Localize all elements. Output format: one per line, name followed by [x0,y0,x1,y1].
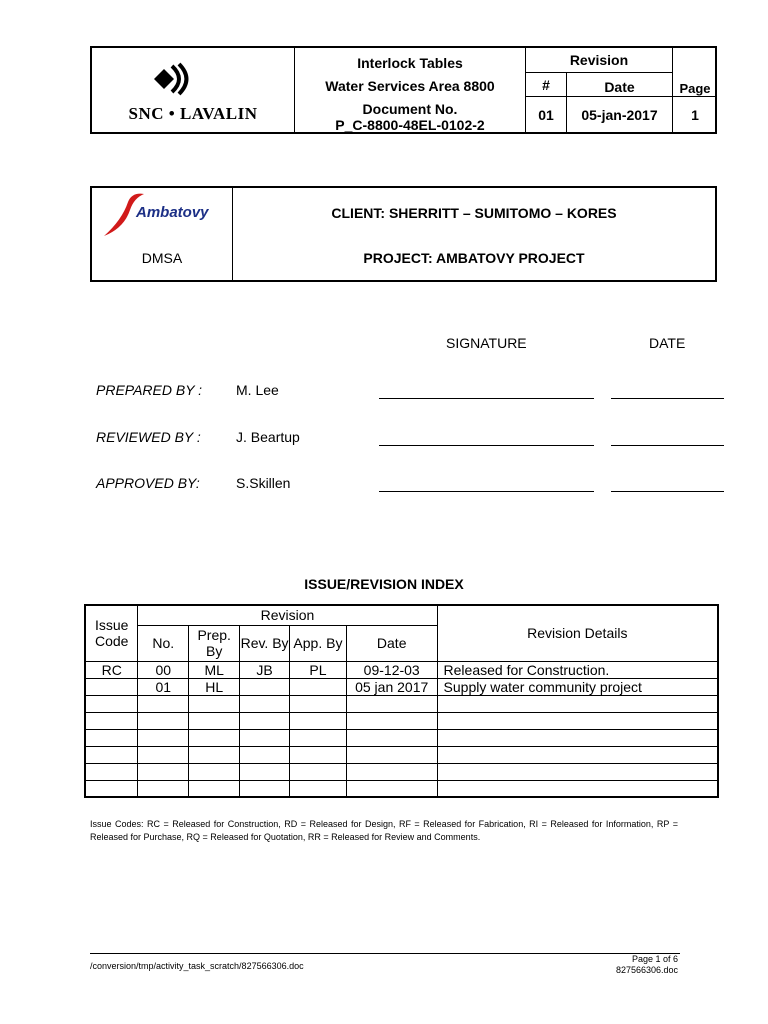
document-header [90,46,717,134]
app-by-cell [290,678,347,695]
rev-by-header: Rev. By [240,625,290,661]
issue-code-cell [85,729,138,746]
date-cell [346,763,437,780]
prepared-signature-line[interactable] [379,398,594,399]
date-cell: 09-12-03 [346,661,437,678]
rev-number-label: # [542,76,550,93]
page-number: 1 [691,106,699,123]
rev-date-label: Date [604,78,635,95]
prep-by-cell [189,695,240,712]
revision-details-cell [437,695,718,712]
rev-no-cell [138,729,189,746]
issue-code-cell [85,712,138,729]
rev-no-cell [138,695,189,712]
rev-by-cell [240,695,290,712]
revision-details-cell: Released for Construction. [437,661,718,678]
prep-by-cell [189,729,240,746]
revision-details-cell [437,729,718,746]
rev-by-cell: JB [240,661,290,678]
rev-no-cell [138,763,189,780]
issue-code-header: Issue Code [85,605,138,661]
rev-no-cell: 00 [138,661,189,678]
table-row [85,746,718,763]
revision-details-cell [437,780,718,797]
approved-signature-line[interactable] [379,491,594,492]
rev-no-header: No. [138,625,189,661]
rev-no-cell [138,712,189,729]
rev-no-cell: 01 [138,678,189,695]
dmsa-label: DMSA [141,250,183,266]
date-cell [346,746,437,763]
reviewed-date-line[interactable] [611,445,724,446]
revision-index-title: ISSUE/REVISION INDEX [304,576,464,592]
issue-code-cell [85,678,138,695]
app-by-cell: PL [290,661,347,678]
date-cell [346,780,437,797]
app-by-cell [290,746,347,763]
date-cell [346,695,437,712]
rev-no-cell [138,780,189,797]
footer-page-of: Page 1 of 6 [631,954,678,964]
approved-by-name: S.Skillen [236,475,291,491]
issue-code-cell [85,695,138,712]
rev-by-cell [240,763,290,780]
client-name: CLIENT: SHERRITT – SUMITOMO – KORES [331,205,617,221]
issue-code-cell: RC [85,661,138,678]
app-by-cell [290,780,347,797]
table-row [85,729,718,746]
footer-page-info [560,954,678,976]
date-cell [346,729,437,746]
prep-by-cell [189,712,240,729]
issue-codes-note: Issue Codes: RC = Released for Construction, RD = Released for Design, RF = Released for Fabrication, RI = Released for Information, RP = Released for Purchase, RQ = Released for Quotation, RR = Released for Review and Comments. [90,819,678,842]
revision-details-cell: Supply water community project [437,678,718,695]
prep-by-cell [189,746,240,763]
table-row [85,661,718,678]
ambatovy-logo-area [92,188,232,280]
rev-by-cell [240,780,290,797]
doc-title-line2: Water Services Area 8800 [325,78,495,94]
signature-column-header: SIGNATURE [446,335,527,351]
reviewed-by-label: REVIEWED BY : [96,429,201,445]
revision-rows [85,661,718,797]
approved-date-line[interactable] [611,491,724,492]
revision-details-cell [437,746,718,763]
prep-by-header: Prep. By [189,625,240,661]
rev-number: 01 [538,106,554,123]
footer-file-path: /conversion/tmp/activity_task_scratch/827566306.doc [90,961,304,971]
prep-by-cell [189,780,240,797]
rev-date: 05-jan-2017 [581,106,658,123]
reviewed-by-name: J. Beartup [236,429,300,445]
rev-by-cell [240,678,290,695]
rev-by-cell [240,746,290,763]
table-row [85,780,718,797]
prepared-by-label: PREPARED BY : [96,382,203,398]
issue-code-cell [85,780,138,797]
date-cell: 05 jan 2017 [346,678,437,695]
table-row [85,763,718,780]
issue-code-cell [85,746,138,763]
revision-index-table [84,604,719,798]
rev-by-cell [240,712,290,729]
date-cell [346,712,437,729]
prepared-by-name: M. Lee [236,382,279,398]
app-by-header: App. By [290,625,347,661]
page-label: Page [679,80,711,96]
company-logo-area [92,48,294,132]
app-by-cell [290,712,347,729]
date-header: Date [346,625,437,661]
client-project-block [90,186,717,282]
date-column-header: DATE [649,335,686,351]
snc-lavalin-logo-icon [152,62,194,96]
app-by-cell [290,729,347,746]
footer-doc-name: 827566306.doc [615,965,678,975]
table-row [85,695,718,712]
prep-by-cell: ML [189,661,240,678]
revision-label: Revision [569,52,629,68]
table-row [85,712,718,729]
doc-number: P_C-8800-48EL-0102-2 [335,116,485,133]
revision-details-header: Revision Details [437,605,718,661]
doc-title-line1: Interlock Tables [357,55,463,71]
doc-number-label: Document No. [362,100,458,117]
prep-by-cell: HL [189,678,240,695]
table-row [85,678,718,695]
rev-no-cell [138,746,189,763]
revision-details-cell [437,712,718,729]
prep-by-cell [189,763,240,780]
revision-group-header: Revision [138,605,437,625]
ambatovy-logo-text: Ambatovy [136,204,209,221]
revision-details-cell [437,763,718,780]
company-name: SNC • LAVALIN [128,104,258,123]
approved-by-label: APPROVED BY: [96,475,200,491]
rev-by-cell [240,729,290,746]
app-by-cell [290,695,347,712]
reviewed-signature-line[interactable] [379,445,594,446]
app-by-cell [290,763,347,780]
issue-code-cell [85,763,138,780]
prepared-date-line[interactable] [611,398,724,399]
project-name: PROJECT: AMBATOVY PROJECT [363,250,585,266]
